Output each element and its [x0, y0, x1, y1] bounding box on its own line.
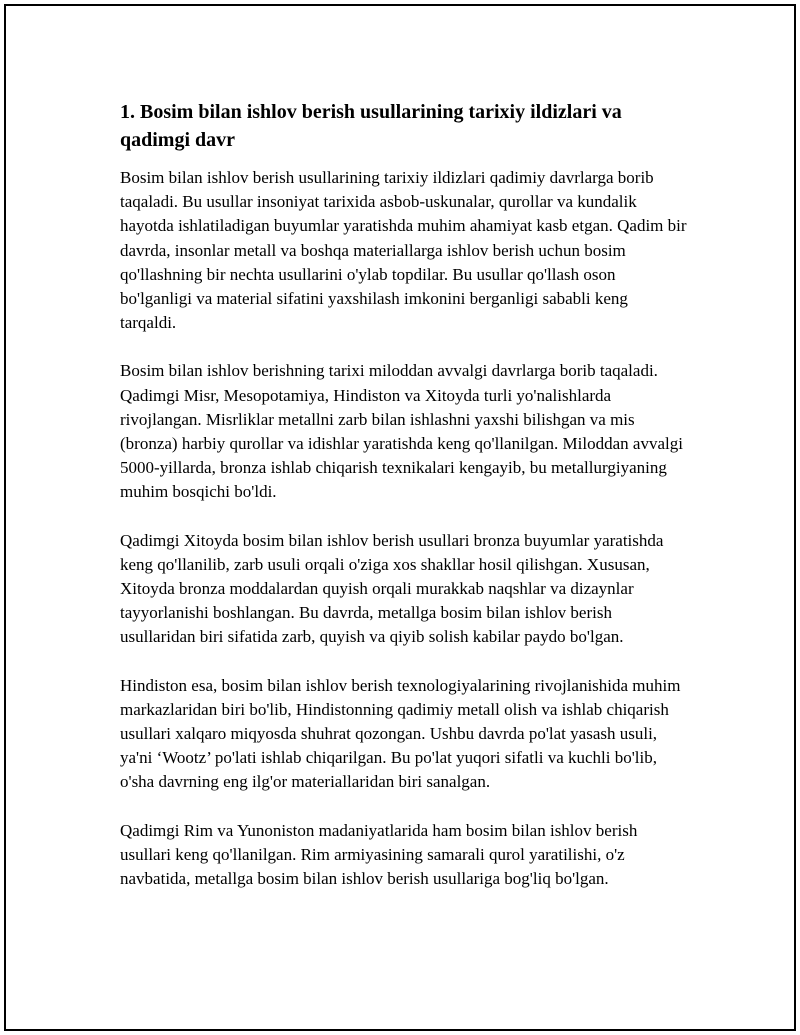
paragraph-5: Qadimgi Rim va Yunoniston madaniyatlarida ham bosim bilan ishlov berish usullari keng qo'llanilgan. Rim armiyasining samarali qurol yaratilishi, o'z navbatida, metallga bosim bilan ishlov berish usullariga bog'liq bo'lgan. [120, 820, 638, 889]
paragraph-3: Qadimgi Xitoyda bosim bilan ishlov berish usullari bronza buyumlar yaratishda keng qo'llanilib, zarb usuli orqali o'ziga xos shakllar hosil qilishgan. Xususan, Xitoyda bronza moddalardan quyish orqali murakkab naqshlar va dizaynlar tayyorlanishi boshlangan. Bu davrda, metallga bosim bilan ishlov berish usullaridan biri sifatida zarb, quyish va qiyib solish kabilar paydo bo'lgan. [120, 530, 664, 647]
document-page [4, 4, 796, 1031]
paragraph-4: Hindiston esa, bosim bilan ishlov berish texnologiyalarining rivojlanishida muhim markazlaridan biri bo'lib, Hindistonning qadimiy metall olish va ishlab chiqarish usullari xalqaro miqyosda shuhrat qozongan. Ushbu davrda po'lat yasash usuli, ya'ni ‘Wootz’ po'lati ishlab chiqarilgan. Bu po'lat yuqori sifatli va kuchli bo'lib, o'sha davrning eng ilg'or materiallaridan biri sanalgan. [120, 675, 681, 792]
paragraph-2: Bosim bilan ishlov berishning tarixi miloddan avvalgi davrlarga borib taqaladi. Qadimgi Misr, Mesopotamiya, Hindiston va Xitoyda turli yo'nalishlarda rivojlangan. Misrliklar metallni zarb bilan ishlashni yaxshi bilishgan va mis (bronza) harbiy qurollar va idishlar yaratishda keng qo'llanilgan. Miloddan avvalgi 5000-yillarda, bronza ishlab chiqarish texnikalari kengayib, bu metallurgiyaning muhim bosqichi bo'ldi. [120, 361, 683, 502]
section-heading: 1. Bosim bilan ishlov berish usullarining tarixiy ildizlari va qadimgi davr [120, 101, 622, 151]
paragraph-1: Bosim bilan ishlov berish usullarining tarixiy ildizlari qadimiy davrlarga borib taqaladi. Bu usullar insoniyat tarixida asbob-uskunalar, qurollar va kundalik hayotda ishlatiladigan buyumlar yaratishda muhim ahamiyat kasb etgan. Qadim bir davrda, insonlar metall va boshqa materiallarga ishlov berish uchun bosim qo'llashning bir nechta usullarini o'ylab topdilar. Bu usullar qo'llash oson bo'lganligi va material sifatini yaxshilash imkonini berganligi sababli keng tarqaldi. [120, 168, 687, 333]
document-content [120, 98, 688, 915]
